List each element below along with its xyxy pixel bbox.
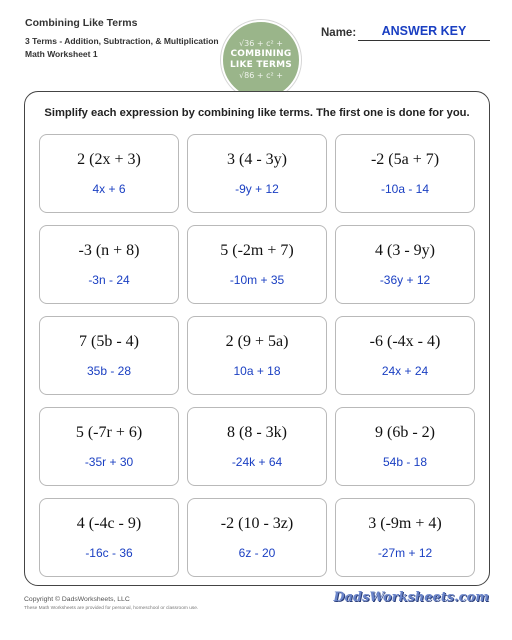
problem-card-5 <box>187 225 327 304</box>
problem-card-13 <box>39 498 179 577</box>
problem-expression: -2 (10 - 3z) <box>220 515 294 532</box>
problem-answer: 35b - 28 <box>86 364 132 378</box>
problem-card-15 <box>335 498 475 577</box>
problem-card-2 <box>187 134 327 213</box>
worksheet-subtitle: 3 Terms - Addition, Subtraction, & Multiplication <box>25 36 219 46</box>
problem-expression: -6 (-4x - 4) <box>369 333 441 350</box>
problem-card-6 <box>335 225 475 304</box>
logo-bottom-symbols: √86 + c² + <box>239 71 283 80</box>
problem-expression: 2 (2x + 3) <box>77 151 141 168</box>
problem-expression: 4 (3 - 9y) <box>375 242 435 259</box>
problem-card-3 <box>335 134 475 213</box>
problem-expression: 9 (6b - 2) <box>375 424 435 441</box>
problems-panel <box>24 91 490 586</box>
worksheet-title: Combining Like Terms <box>25 17 138 29</box>
problem-answer: -9y + 12 <box>235 182 279 196</box>
dadsworksheets-brand-logo: DadsWorksheets.com <box>333 590 489 605</box>
problem-card-10 <box>39 407 179 486</box>
problem-card-12 <box>335 407 475 486</box>
problem-card-8 <box>187 316 327 395</box>
problem-expression: 5 (-7r + 6) <box>75 424 143 441</box>
problem-card-9 <box>335 316 475 395</box>
usage-note: These Math Worksheets are provided for personal, homeschool or classroom use. <box>24 606 199 611</box>
problem-expression: 8 (8 - 3k) <box>227 424 287 441</box>
problem-answer: -24k + 64 <box>231 455 283 469</box>
problem-answer: 4x + 6 <box>92 182 126 196</box>
problem-expression: -3 (n + 8) <box>78 242 140 259</box>
logo-word-1: COMBINING <box>230 49 292 59</box>
problem-answer: -10m + 35 <box>229 273 285 287</box>
footer <box>24 596 198 611</box>
problem-expression: 3 (-9m + 4) <box>368 515 442 532</box>
problem-answer: -10a - 14 <box>380 182 430 196</box>
problem-answer: 6z - 20 <box>238 546 276 560</box>
logo-word-2: LIKE TERMS <box>230 60 292 70</box>
problem-expression: 2 (9 + 5a) <box>225 333 289 350</box>
problem-answer: -16c - 36 <box>85 546 133 560</box>
problem-expression: 3 (4 - 3y) <box>227 151 287 168</box>
problem-answer: -27m + 12 <box>377 546 433 560</box>
instructions: Simplify each expression by combining like terms. The first one is done for you. <box>44 107 470 119</box>
name-answer-key: ANSWER KEY <box>358 24 490 41</box>
problem-expression: 7 (5b - 4) <box>79 333 139 350</box>
problem-expression: 5 (-2m + 7) <box>220 242 294 259</box>
problem-card-11 <box>187 407 327 486</box>
problem-answer: 54b - 18 <box>382 455 428 469</box>
problem-card-14 <box>187 498 327 577</box>
logo-top-symbols: √36 + c² + <box>239 39 283 48</box>
worksheet-header <box>25 17 219 61</box>
problem-answer: -3n - 24 <box>88 273 130 287</box>
problem-expression: -2 (5a + 7) <box>370 151 440 168</box>
problem-expression: 4 (-4c - 9) <box>76 515 142 532</box>
worksheet-number: Math Worksheet 1 <box>25 49 98 59</box>
problem-card-1 <box>39 134 179 213</box>
problem-card-7 <box>39 316 179 395</box>
name-label: Name: <box>321 27 357 39</box>
problem-answer: -35r + 30 <box>84 455 134 469</box>
problem-card-4 <box>39 225 179 304</box>
copyright-text: Copyright © DadsWorksheets, LLC <box>24 596 130 603</box>
problem-answer: -36y + 12 <box>379 273 431 287</box>
problem-answer: 24x + 24 <box>381 364 429 378</box>
problem-answer: 10a + 18 <box>233 364 281 378</box>
combining-like-terms-logo <box>221 20 301 100</box>
